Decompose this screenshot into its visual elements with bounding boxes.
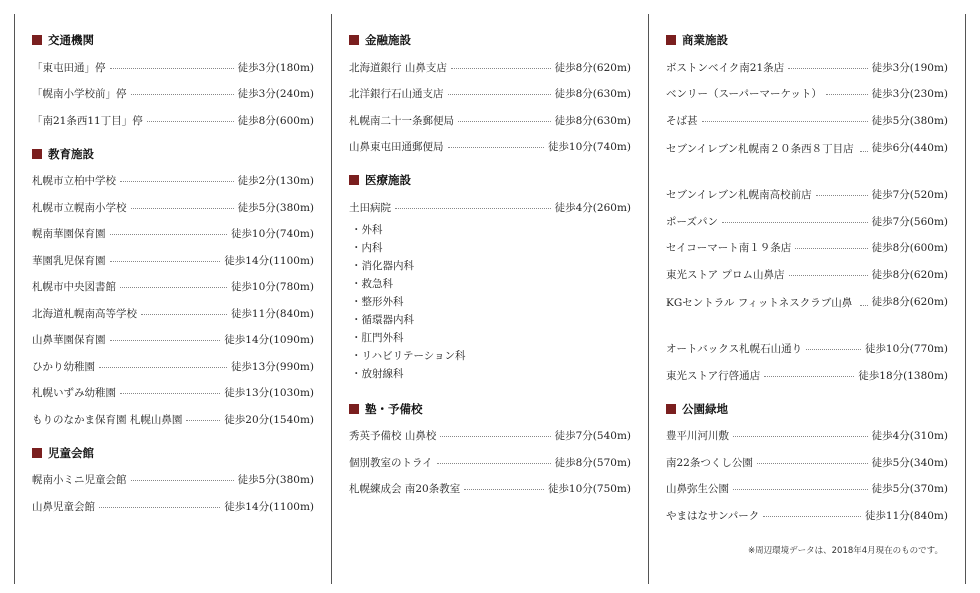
facility-row (666, 182, 948, 209)
dotted-leader (186, 420, 220, 421)
dotted-leader (757, 463, 868, 464)
dotted-leader (860, 151, 868, 152)
dotted-leader (733, 436, 868, 437)
walking-distance: 徒歩10分(740m) (547, 141, 631, 154)
walking-distance: 徒歩5分(370m) (871, 483, 948, 496)
walking-distance: 徒歩8分(620m) (871, 268, 948, 281)
facility-row (666, 134, 948, 182)
facility-name: KGセントラル フィットネスクラブ山鼻 (666, 296, 853, 309)
department-item: ・放射線科 (351, 367, 404, 380)
square-bullet-icon (349, 175, 359, 185)
square-bullet-icon (666, 35, 676, 45)
facility-row (32, 274, 314, 301)
facility-row (349, 476, 631, 503)
facility-row (349, 134, 631, 161)
section-title-text: 教育施設 (48, 146, 94, 161)
square-bullet-icon (666, 404, 676, 414)
facility-row (666, 336, 948, 363)
facility-row (349, 423, 631, 450)
dotted-leader (110, 234, 227, 235)
dotted-leader (733, 489, 868, 490)
square-bullet-icon (32, 448, 42, 458)
department-item: ・整形外科 (351, 295, 404, 308)
column-2 (349, 26, 631, 502)
facility-row (666, 81, 948, 108)
section-title (349, 26, 631, 54)
dotted-leader (860, 305, 868, 306)
section-title-text: 児童会館 (48, 445, 94, 460)
walking-distance: 徒歩8分(620m) (871, 295, 948, 308)
facility-name: 山鼻弥生公園 (666, 483, 729, 496)
dotted-leader (110, 261, 221, 262)
facility-name: オートバックス札幌石山通り (666, 343, 803, 356)
section-title (32, 439, 314, 467)
facility-name: ポーズパン (666, 215, 718, 228)
facility-name: 札幌いずみ幼稚園 (32, 387, 116, 400)
dotted-leader (440, 436, 550, 437)
facility-row (349, 54, 631, 81)
walking-distance: 徒歩5分(340m) (871, 456, 948, 469)
section-title (349, 166, 631, 194)
walking-distance: 徒歩6分(440m) (871, 141, 948, 154)
walking-distance: 徒歩4分(260m) (554, 201, 631, 214)
facility-row (666, 107, 948, 134)
dotted-leader (147, 121, 234, 122)
dotted-leader (448, 147, 544, 148)
facility-row (32, 467, 314, 494)
dotted-leader (141, 314, 227, 315)
facility-row (32, 247, 314, 274)
facility-row (349, 81, 631, 108)
dotted-leader (99, 507, 220, 508)
facility-name: 豊平川河川敷 (666, 430, 729, 443)
dotted-leader (437, 463, 551, 464)
dotted-leader (448, 94, 551, 95)
square-bullet-icon (349, 404, 359, 414)
square-bullet-icon (32, 149, 42, 159)
facility-row (32, 81, 314, 108)
facility-row (666, 54, 948, 81)
walking-distance: 徒歩10分(740m) (230, 228, 314, 241)
facility-name: 幌南小ミニ児童会館 (32, 474, 127, 487)
dotted-leader (722, 222, 868, 223)
walking-distance: 徒歩10分(780m) (230, 281, 314, 294)
walking-distance: 徒歩7分(540m) (554, 430, 631, 443)
facility-row (666, 208, 948, 235)
facility-name: 「南21条西11丁目」停 (32, 114, 143, 127)
walking-distance: 徒歩20分(1540m) (224, 413, 314, 426)
walking-distance: 徒歩8分(600m) (871, 242, 948, 255)
facility-row (32, 194, 314, 221)
facility-name: 東光ストア プロム山鼻店 (666, 268, 785, 281)
facility-name: セブンイレブン札幌南２０条西８丁目店 (666, 142, 854, 155)
facility-row (349, 107, 631, 134)
facility-name: 北洋銀行石山通支店 (349, 88, 444, 101)
facility-row (32, 380, 314, 407)
walking-distance: 徒歩13分(1030m) (224, 387, 314, 400)
walking-distance: 徒歩5分(380m) (871, 114, 948, 127)
walking-distance: 徒歩7分(520m) (871, 189, 948, 202)
department-item: ・循環器内科 (351, 313, 414, 326)
square-bullet-icon (32, 35, 42, 45)
facility-name: もりのなかま保育園 札幌山鼻園 (32, 413, 183, 426)
walking-distance: 徒歩8分(600m) (237, 114, 314, 127)
dotted-leader (795, 248, 867, 249)
dotted-leader (458, 121, 551, 122)
walking-distance: 徒歩8分(630m) (554, 114, 631, 127)
facility-name: そば甚 (666, 114, 698, 127)
dotted-leader (806, 349, 861, 350)
facility-row (32, 353, 314, 380)
facility-row (666, 476, 948, 503)
section-title (666, 26, 948, 54)
walking-distance: 徒歩18分(1380m) (858, 369, 948, 382)
walking-distance: 徒歩13分(990m) (230, 360, 314, 373)
divider-1 (331, 14, 332, 584)
dotted-leader (788, 68, 867, 69)
dotted-leader (131, 94, 234, 95)
divider-2 (648, 14, 649, 584)
facility-name: 北海道札幌南高等学校 (32, 307, 137, 320)
dotted-leader (120, 287, 227, 288)
walking-distance: 徒歩11分(840m) (230, 307, 314, 320)
dotted-leader (110, 340, 221, 341)
facility-name: 山鼻東屯田通郵便局 (349, 141, 444, 154)
facility-row (666, 362, 948, 389)
divider-right (965, 14, 966, 584)
dotted-leader (464, 489, 544, 490)
walking-distance: 徒歩7分(560m) (871, 215, 948, 228)
section-title-text: 塾・予備校 (365, 401, 423, 416)
dotted-leader (120, 393, 220, 394)
dotted-leader (763, 516, 861, 517)
facility-row (32, 300, 314, 327)
facility-row (666, 261, 948, 288)
spacer (349, 383, 631, 389)
dotted-leader (764, 376, 854, 377)
department-item: ・内科 (351, 241, 383, 254)
walking-distance: 徒歩10分(750m) (547, 483, 631, 496)
facility-row (32, 54, 314, 81)
facility-row (666, 288, 948, 336)
facility-name: 札幌市立幌南小学校 (32, 201, 127, 214)
section-title (349, 395, 631, 423)
facility-row (666, 423, 948, 450)
facility-name: 南22条つくし公園 (666, 456, 753, 469)
walking-distance: 徒歩5分(380m) (237, 474, 314, 487)
facility-name: 山鼻華園保育園 (32, 334, 106, 347)
department-item: ・リハビリテーション科 (351, 349, 466, 362)
dotted-leader (816, 195, 868, 196)
facility-name: ひかり幼稚園 (32, 360, 95, 373)
section-title-text: 医療施設 (365, 173, 411, 187)
walking-distance: 徒歩8分(570m) (554, 456, 631, 469)
section-title-text: 交通機関 (48, 33, 94, 47)
divider-left (14, 14, 15, 584)
facility-row (32, 107, 314, 134)
facility-name: 土田病院 (349, 201, 391, 214)
facility-name: セブンイレブン札幌南高校前店 (666, 189, 812, 202)
walking-distance: 徒歩5分(380m) (237, 201, 314, 214)
department-item: ・救急科 (351, 277, 393, 290)
section-title (32, 26, 314, 54)
walking-distance: 徒歩8分(630m) (554, 88, 631, 101)
facility-name: セイコーマート南１９条店 (666, 242, 792, 255)
facility-row (666, 449, 948, 476)
dotted-leader (99, 367, 227, 368)
dotted-leader (131, 208, 234, 209)
facility-name: 東光ストア行啓通店 (666, 369, 761, 382)
facility-row (666, 235, 948, 262)
facility-name: 札幌市中央図書館 (32, 281, 116, 294)
walking-distance: 徒歩2分(130m) (237, 175, 314, 188)
walking-distance: 徒歩3分(190m) (871, 61, 948, 74)
facility-name: 「幌南小学校前」停 (32, 88, 127, 101)
walking-distance: 徒歩3分(230m) (871, 88, 948, 101)
section-title-text: 商業施設 (682, 33, 728, 47)
facility-name: 秀英予備校 山鼻校 (349, 430, 437, 443)
walking-distance: 徒歩14分(1100m) (224, 500, 314, 513)
walking-distance: 徒歩14分(1090m) (224, 334, 314, 347)
walking-distance: 徒歩8分(620m) (554, 61, 631, 74)
department-item: ・外科 (351, 223, 383, 236)
dotted-leader (826, 94, 868, 95)
facility-name: 華園乳児保育園 (32, 254, 106, 267)
section-title (666, 395, 948, 423)
facility-name: 札幌南二十一条郵便局 (349, 114, 454, 127)
facility-row (32, 221, 314, 248)
facility-row (32, 493, 314, 520)
walking-distance: 徒歩14分(1100m) (224, 254, 314, 267)
walking-distance: 徒歩11分(840m) (864, 509, 948, 522)
department-item: ・肛門外科 (351, 331, 404, 344)
dotted-leader (451, 68, 551, 69)
facility-name: 北海道銀行 山鼻支店 (349, 61, 447, 74)
department-item: ・消化器内科 (351, 259, 414, 272)
facility-row (349, 194, 631, 221)
facility-row (666, 502, 948, 529)
dotted-leader (702, 121, 868, 122)
column-1 (32, 26, 314, 520)
facility-name: 「東屯田通」停 (32, 61, 106, 74)
facility-row (349, 449, 631, 476)
facility-row (32, 406, 314, 433)
square-bullet-icon (349, 35, 359, 45)
walking-distance: 徒歩4分(310m) (871, 430, 948, 443)
walking-distance: 徒歩10分(770m) (864, 343, 948, 356)
walking-distance: 徒歩3分(180m) (237, 61, 314, 74)
facility-row (32, 327, 314, 354)
dotted-leader (131, 480, 234, 481)
section-title (32, 140, 314, 168)
facility-name: 札幌市立柏中学校 (32, 175, 116, 188)
facility-name: やまはなサンパーク (666, 509, 760, 522)
section-title-text: 公園緑地 (682, 401, 728, 416)
facility-row (32, 168, 314, 195)
facility-name: ボストンベイク南21条店 (666, 61, 785, 74)
walking-distance: 徒歩3分(240m) (237, 88, 314, 101)
dotted-leader (789, 275, 868, 276)
facility-name: ベンリー（スーパーマーケット） (666, 88, 822, 101)
dotted-leader (120, 181, 234, 182)
column-3 (666, 26, 948, 529)
facility-name: 札幌練成会 南20条教室 (349, 483, 461, 496)
dotted-leader (110, 68, 234, 69)
facility-name: 幌南華園保育園 (32, 228, 106, 241)
footnote: ※周辺環境データは、2018年4月現在のものです。 (748, 546, 943, 556)
section-title-text: 金融施設 (365, 33, 411, 47)
facility-name: 山鼻児童会館 (32, 500, 95, 513)
facility-name: 個別教室のトライ (349, 456, 433, 469)
dotted-leader (395, 208, 551, 209)
